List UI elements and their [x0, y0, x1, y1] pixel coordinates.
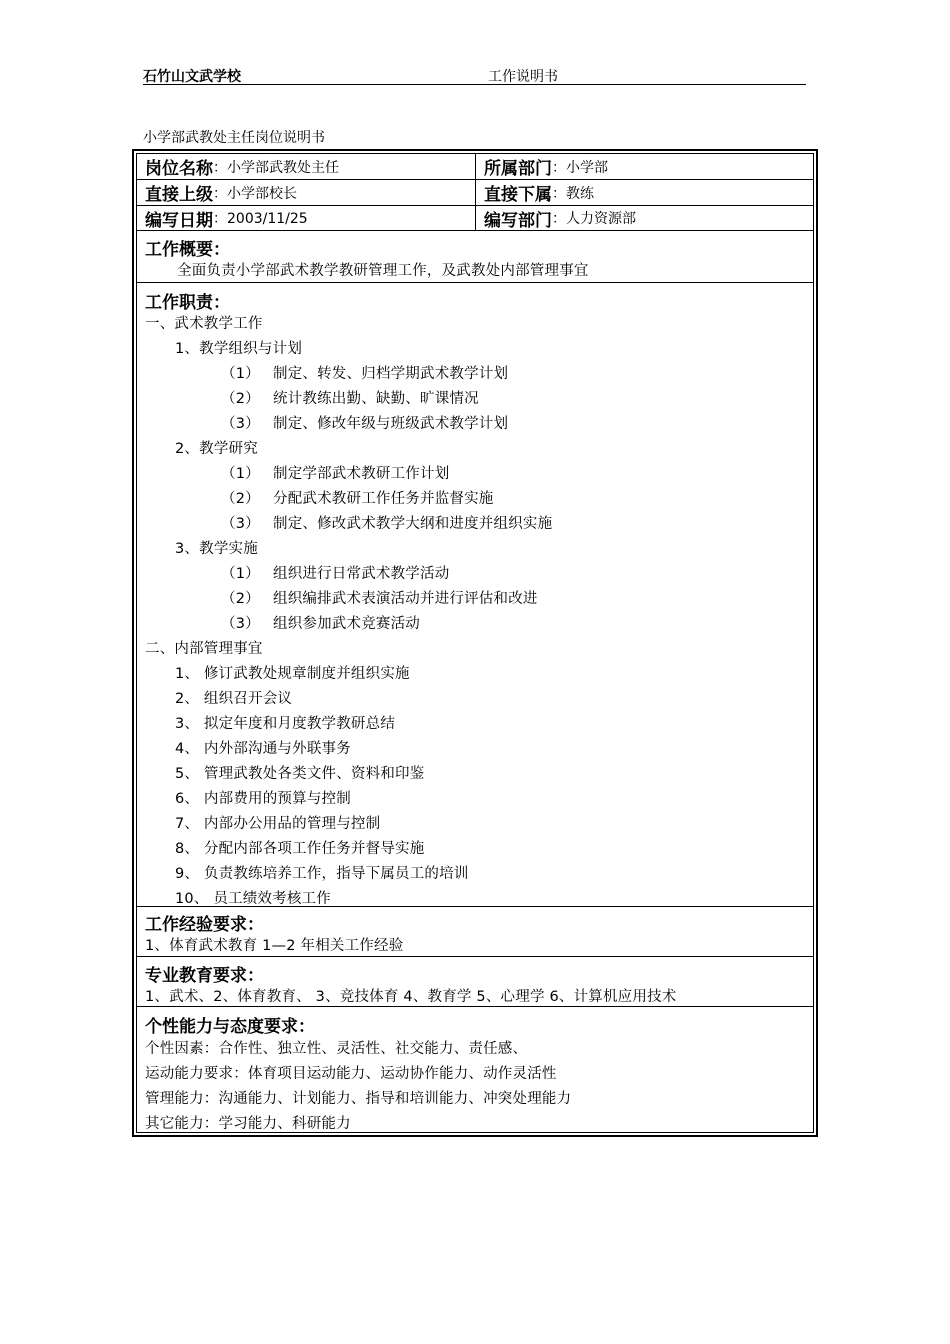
- list-item: 8、 分配内部各项工作任务并督导实施: [175, 841, 425, 857]
- list-item: 其它能力：学习能力、科研能力: [145, 1116, 351, 1132]
- list-item: 个性因素：合作性、独立性、灵活性、社交能力、责任感、: [145, 1041, 528, 1057]
- info-row-date: [137, 206, 813, 231]
- experience-text: 1、体育武术教育 1—2 年相关工作经验: [145, 938, 404, 954]
- job-description-table: [132, 149, 818, 1137]
- duty-subsection-1-2: 2、教学研究: [175, 441, 258, 457]
- position-label: 岗位名称: [145, 159, 213, 179]
- list-item: （2） 组织编排武术表演活动并进行评估和改进: [221, 591, 538, 607]
- education-title: 专业教育要求：: [145, 966, 264, 986]
- writer-label: 编写部门: [484, 210, 552, 231]
- experience-section: [137, 907, 813, 957]
- list-item: （3） 组织参加武术竞赛活动: [221, 616, 420, 632]
- list-item: （2） 统计教练出勤、缺勤、旷课情况: [221, 391, 479, 407]
- list-item: 运动能力要求：体育项目运动能力、运动协作能力、动作灵活性: [145, 1066, 557, 1082]
- subordinate-label: 直接下属: [484, 185, 552, 205]
- list-item: 10、 员工绩效考核工作: [175, 891, 331, 907]
- dept-value: ：小学部: [552, 159, 608, 176]
- duties-section: [137, 283, 813, 907]
- experience-title: 工作经验要求：: [145, 915, 264, 935]
- ability-title: 个性能力与态度要求：: [145, 1017, 315, 1037]
- list-item: 9、 负责教练培养工作，指导下属员工的培训: [175, 866, 469, 882]
- date-label: 编写日期: [145, 210, 213, 231]
- superior-value: ：小学部校长: [213, 185, 297, 202]
- ability-section: [137, 1007, 813, 1132]
- document-name: 工作说明书: [488, 69, 558, 85]
- list-item: （1） 制定、转发、归档学期武术教学计划: [221, 366, 509, 382]
- date-value: ：2003/11/25: [213, 211, 308, 227]
- list-item: 2、 组织召开会议: [175, 691, 293, 707]
- list-item: 3、 拟定年度和月度教学教研总结: [175, 716, 396, 732]
- list-item: （3） 制定、修改年级与班级武术教学计划: [221, 416, 509, 432]
- education-section: [137, 957, 813, 1007]
- list-item: 7、 内部办公用品的管理与控制: [175, 816, 381, 832]
- duties-title: 工作职责：: [145, 293, 230, 313]
- duty-subsection-1-3: 3、教学实施: [175, 541, 258, 557]
- list-item: （3） 制定、修改武术教学大纲和进度并组织实施: [221, 516, 553, 532]
- list-item: 4、 内外部沟通与外联事务: [175, 741, 351, 757]
- list-item: （1） 组织进行日常武术教学活动: [221, 566, 450, 582]
- superior-label: 直接上级: [145, 185, 213, 205]
- list-item: 管理能力：沟通能力、计划能力、指导和培训能力、冲突处理能力: [145, 1091, 572, 1107]
- education-text: 1、武术、2、体育教育、 3、竞技体育 4、教育学 5、心理学 6、计算机应用技术: [145, 989, 677, 1005]
- position-value: ：小学部武教处主任: [213, 159, 339, 176]
- duty-section-1: 一、武术教学工作: [145, 316, 263, 332]
- list-item: （1） 制定学部武术教研工作计划: [221, 466, 450, 482]
- list-item: 6、 内部费用的预算与控制: [175, 791, 351, 807]
- overview-title: 工作概要：: [145, 240, 230, 260]
- list-item: 5、 管理武教处各类文件、资料和印鉴: [175, 766, 425, 782]
- dept-label: 所属部门: [484, 159, 552, 179]
- list-item: 1、 修订武教处规章制度并组织实施: [175, 666, 410, 682]
- duty-section-2: 二、内部管理事宜: [145, 641, 263, 657]
- document-title: 小学部武教处主任岗位说明书: [143, 130, 325, 146]
- duty-subsection-1-1: 1、教学组织与计划: [175, 341, 303, 357]
- list-item: （2） 分配武术教研工作任务并监督实施: [221, 491, 494, 507]
- overview-section: [137, 231, 813, 283]
- overview-text: 全面负责小学部武术教学教研管理工作，及武教处内部管理事宜: [177, 263, 589, 279]
- info-row-position: [137, 154, 813, 180]
- page-header: [143, 62, 806, 85]
- writer-value: ：人力资源部: [552, 211, 636, 227]
- info-row-superior: [137, 180, 813, 206]
- subordinate-value: ：教练: [552, 185, 594, 202]
- school-name: 石竹山文武学校: [143, 69, 241, 85]
